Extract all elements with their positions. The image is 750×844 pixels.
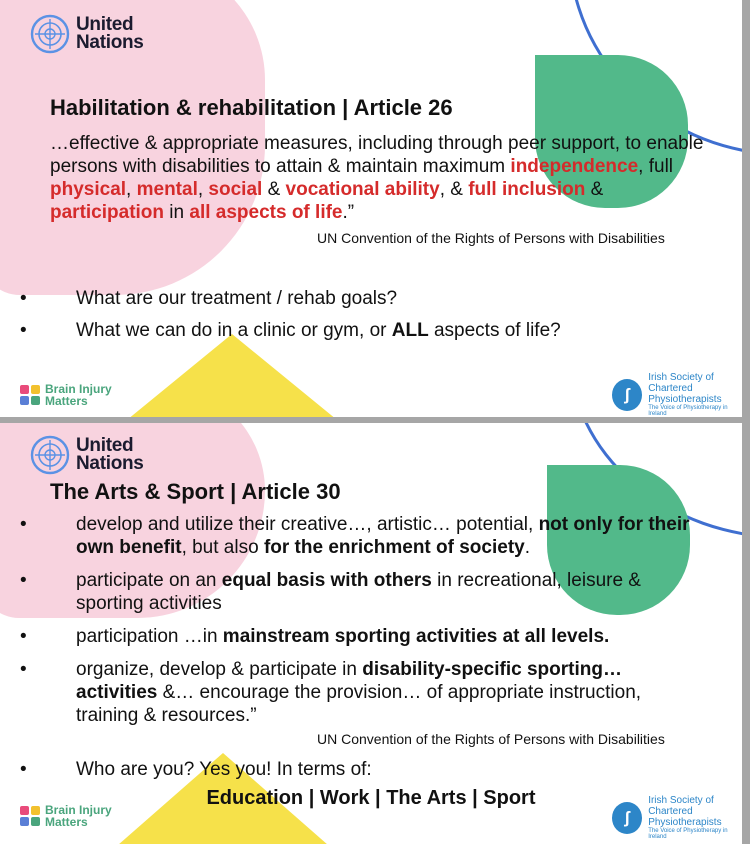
bullet-bold: mainstream sporting activities at all levels. [222, 626, 610, 647]
quote-highlight: all aspects of life [189, 202, 343, 223]
iscp-line2: Chartered [648, 383, 693, 394]
bullet-glyph: • [20, 626, 27, 647]
bullet-item [0, 319, 742, 342]
article-quote [50, 132, 710, 224]
iscp-wordmark [648, 372, 742, 417]
quote-highlight: full inclusion [468, 179, 586, 200]
bullet-glyph: • [20, 288, 27, 309]
bullet-item [0, 658, 742, 727]
bullet-bold: not only for their own benefit [76, 514, 690, 558]
bullet-glyph: • [20, 659, 27, 680]
quote-highlight: vocational ability [285, 179, 440, 200]
iscp-tagline: The Voice of Physiotherapy in Ireland [648, 828, 728, 840]
quote-text: , [197, 179, 209, 200]
iscp-wordmark [648, 795, 742, 840]
iscp-line3: Physiotherapists [648, 817, 722, 828]
bullet-text: develop and utilize their creative…, artistic… potential, [76, 514, 539, 535]
bullet-text: What are our treatment / rehab goals? [76, 288, 398, 309]
domains-line: Education | Work | The Arts | Sport [206, 787, 536, 809]
bim-line1: Brain Injury [45, 382, 112, 396]
iscp-tagline: The Voice of Physiotherapy in Ireland [648, 405, 728, 417]
un-wordmark [76, 437, 144, 473]
bullet-text: in recreational, leisure & sporting activities [76, 570, 641, 614]
iscp-line1: Irish Society of [648, 795, 714, 806]
yellow-triangle-decoration [122, 334, 342, 417]
slide-title: The Arts & Sport | Article 30 [50, 479, 341, 504]
quote-text: , & [439, 179, 469, 200]
quote-text: & [585, 179, 604, 200]
quote-text: .” [342, 202, 355, 223]
iscp-logo [612, 372, 742, 417]
bullet-list [0, 287, 742, 342]
bullet-list [0, 513, 742, 727]
slide-arts-sport [0, 423, 742, 844]
quote-text: …effective & appropriate measures, including through peer support, to enable persons with disabilities to attain & maintain maximum [50, 133, 704, 177]
iscp-line2: Chartered [648, 806, 693, 817]
iscp-logo-icon: ʃ [612, 379, 642, 411]
un-emblem-icon [30, 14, 70, 54]
brain-injury-matters-logo [20, 383, 112, 407]
un-emblem-icon [30, 435, 70, 475]
bullet-bold: equal basis with others [221, 570, 432, 591]
citation: UN Convention of the Rights of Persons with Disabilities [317, 731, 665, 747]
bullet-bold: for the enrichment of society [263, 537, 525, 558]
quote-highlight: independence [510, 156, 639, 177]
bullet-text: aspects of life? [428, 320, 561, 341]
bullet-text: participation …in [76, 626, 223, 647]
slide-title: Habilitation & rehabilitation | Article 26 [50, 95, 453, 120]
un-wordmark-line2: Nations [76, 453, 144, 474]
brain-injury-matters-wordmark [45, 383, 112, 407]
slide-habilitation [0, 0, 742, 417]
quote-highlight: participation [50, 202, 165, 223]
bim-line2: Matters [45, 815, 88, 829]
quote-highlight: mental [136, 179, 198, 200]
un-wordmark-line1: United [76, 14, 134, 35]
bullet-glyph: • [20, 570, 27, 591]
un-logo [30, 435, 144, 475]
brain-injury-matters-logo [20, 804, 112, 828]
brain-injury-matters-logo-icon [20, 806, 40, 826]
bullet-text: . [524, 537, 531, 558]
bim-line2: Matters [45, 394, 88, 408]
brain-injury-matters-wordmark [45, 804, 112, 828]
quote-text: & [262, 179, 286, 200]
bullet-list [0, 758, 742, 781]
iscp-line1: Irish Society of [648, 372, 714, 383]
quote-highlight: physical [50, 179, 127, 200]
citation: UN Convention of the Rights of Persons with Disabilities [317, 230, 665, 246]
un-wordmark-line1: United [76, 435, 134, 456]
bullet-text: &… encourage the provision… of appropriate instruction, training & resources.” [76, 682, 642, 726]
bullet-text: organize, develop & participate in [76, 659, 363, 680]
bullet-item [0, 513, 742, 559]
un-wordmark-line2: Nations [76, 32, 144, 53]
bullet-item [0, 758, 742, 781]
bullet-text: participate on an [76, 570, 222, 591]
bullet-text: What we can do in a clinic or gym, or [76, 320, 392, 341]
bullet-item [0, 625, 742, 648]
bullet-glyph: • [20, 514, 27, 535]
bullet-bold: ALL [391, 320, 429, 341]
un-logo [30, 14, 144, 54]
quote-text: , [126, 179, 137, 200]
iscp-line3: Physiotherapists [648, 394, 722, 405]
bullet-glyph: • [20, 320, 27, 341]
iscp-logo-icon: ʃ [612, 802, 642, 834]
quote-highlight: social [208, 179, 263, 200]
iscp-logo [612, 795, 742, 840]
bullet-bold: disability-specific sporting… activities [76, 659, 622, 703]
bullet-item [0, 569, 742, 615]
bullet-text: , but also [181, 537, 264, 558]
bim-line1: Brain Injury [45, 803, 112, 817]
brain-injury-matters-logo-icon [20, 385, 40, 405]
bullet-item [0, 287, 742, 310]
quote-text: in [164, 202, 190, 223]
bullet-text: Who are you? Yes you! In terms of: [76, 759, 372, 780]
un-wordmark [76, 16, 144, 52]
bullet-glyph: • [20, 759, 27, 780]
quote-text: , full [638, 156, 674, 177]
